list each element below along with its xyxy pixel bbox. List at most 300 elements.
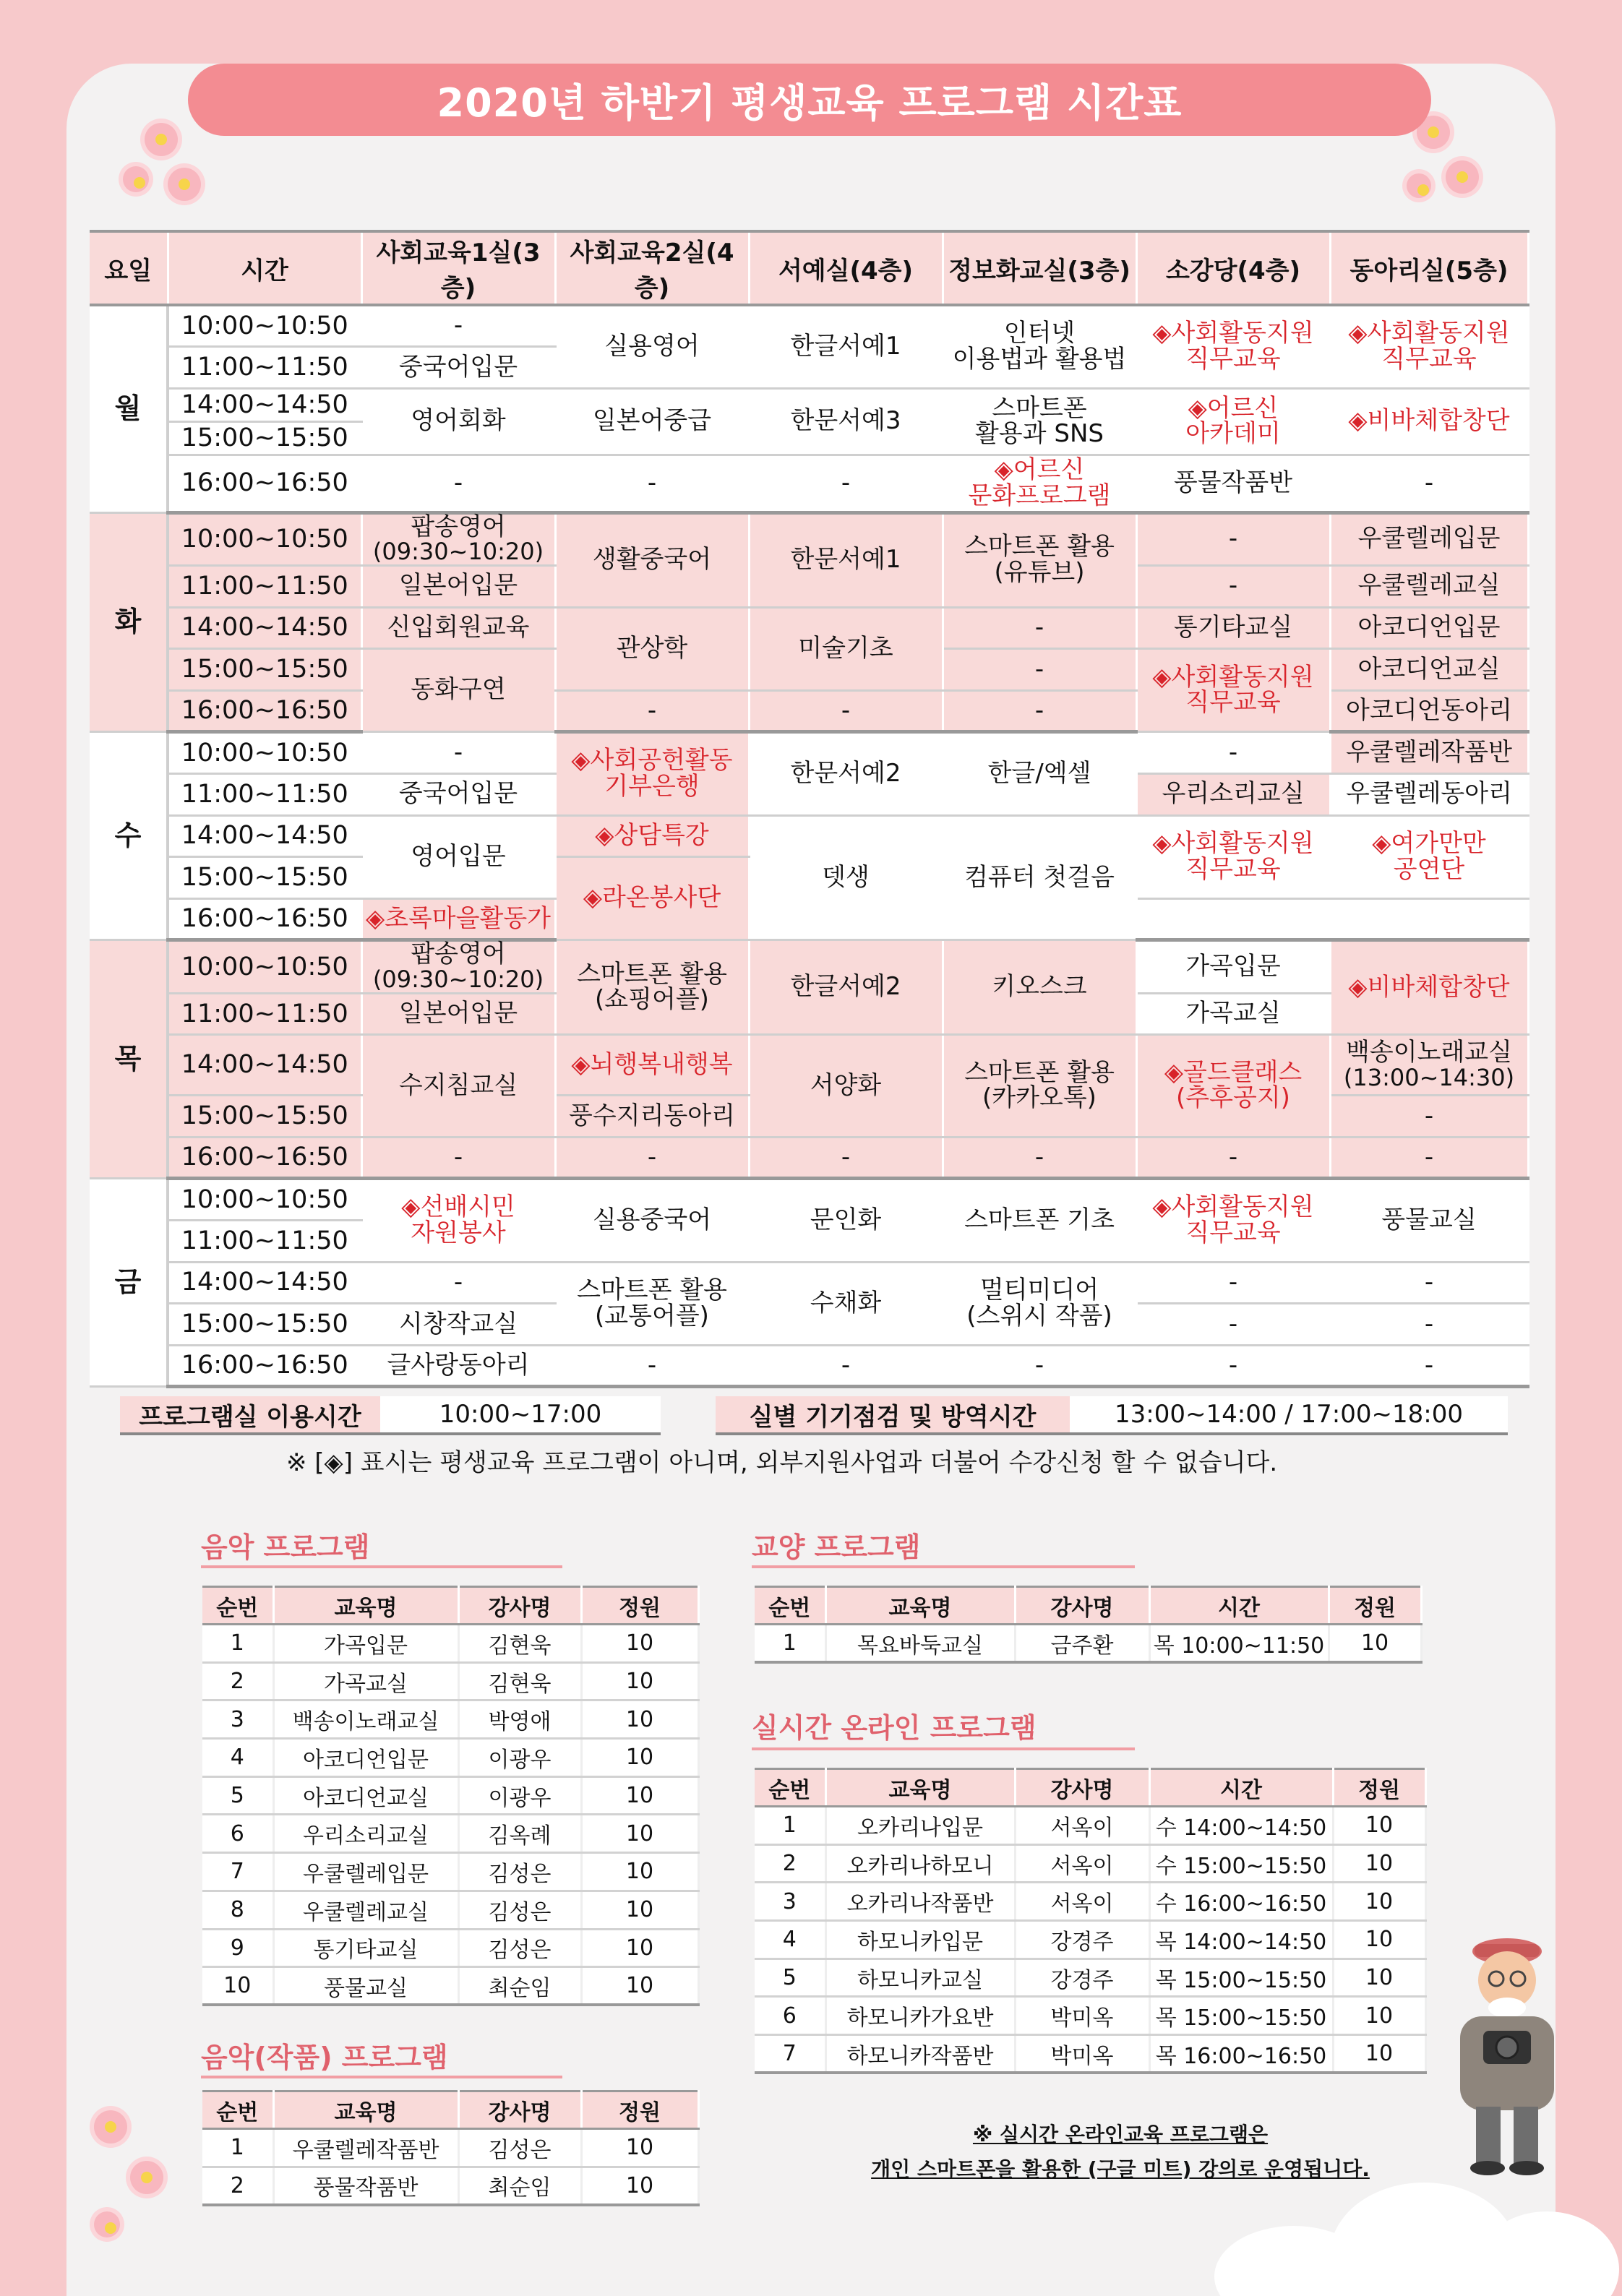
cell: 아코디언교실 bbox=[273, 1776, 458, 1815]
cell: 박미옥 bbox=[1015, 1997, 1149, 2035]
header-cell: 정원 bbox=[1329, 1587, 1421, 1625]
header-cell: 요일 bbox=[90, 231, 168, 305]
table-row bbox=[755, 1883, 1425, 1921]
cell: 최순임 bbox=[458, 2167, 581, 2205]
class-cell: 한문서예3 bbox=[749, 388, 943, 455]
header-cell: 교육명 bbox=[825, 1769, 1015, 1807]
class-cell: 풍물교실 bbox=[1330, 1179, 1528, 1262]
class-cell: 아코디언동아리 bbox=[1330, 690, 1528, 732]
cell: 통기타교실 bbox=[273, 1929, 458, 1967]
music-table bbox=[202, 1586, 700, 2006]
class-cell: 풍물작품반 bbox=[1136, 455, 1330, 512]
class-cell: - bbox=[1136, 1262, 1330, 1304]
time-cell: 10:00~10:50 bbox=[168, 305, 361, 347]
table-row bbox=[202, 1967, 698, 2005]
class-cell: - bbox=[1136, 1345, 1330, 1387]
class-cell: - bbox=[1136, 512, 1330, 565]
cell: 김성은 bbox=[458, 1891, 581, 1929]
class-cell: 키오스크 bbox=[943, 940, 1136, 1035]
class-cell bbox=[943, 512, 1136, 607]
table-row bbox=[90, 940, 1528, 993]
header-cell: 강사명 bbox=[458, 2091, 581, 2129]
cell-line: ◈사회공헌활동 bbox=[571, 746, 733, 775]
class-cell: 한문서예1 bbox=[749, 512, 943, 607]
class-cell bbox=[1136, 898, 1330, 940]
cell-line: 직무교육 bbox=[1185, 1218, 1281, 1247]
cell-line: (13:00~14:30) bbox=[1343, 1063, 1515, 1091]
flower-icon bbox=[168, 168, 201, 201]
cell: 1 bbox=[755, 1625, 825, 1663]
cell: 오카리나입문 bbox=[825, 1807, 1015, 1845]
cell: 오카리나하모니 bbox=[825, 1844, 1015, 1883]
cell: 수 14:00~14:50 bbox=[1149, 1807, 1333, 1845]
cell-line: 스마트폰 bbox=[992, 393, 1087, 423]
header-cell: 교육명 bbox=[273, 1587, 458, 1625]
cell: 4 bbox=[202, 1739, 273, 1777]
cell: 10 bbox=[581, 1776, 698, 1815]
cell: 하모니카가요반 bbox=[825, 1997, 1015, 2035]
cell-line: 스마트폰 활용 bbox=[577, 959, 727, 989]
cell-line: 스마트폰 활용 bbox=[577, 1275, 727, 1304]
class-cell: 우쿨렐레교실 bbox=[1330, 565, 1528, 607]
class-cell bbox=[943, 388, 1136, 455]
time-cell: 10:00~10:50 bbox=[168, 512, 361, 565]
cell: 이광우 bbox=[458, 1739, 581, 1777]
cell-line: (카카오톡) bbox=[982, 1083, 1097, 1113]
section-underline bbox=[201, 2076, 562, 2078]
online-table bbox=[755, 1768, 1427, 2074]
table-row bbox=[202, 1891, 698, 1929]
cell: 수 15:00~15:50 bbox=[1149, 1844, 1333, 1883]
class-cell bbox=[943, 1035, 1136, 1138]
cell: 2 bbox=[202, 2167, 273, 2205]
footnote-line: ※ 실시간 온라인교육 프로그램은 bbox=[972, 2123, 1269, 2146]
time-cell: 11:00~11:50 bbox=[168, 1220, 361, 1262]
class-cell: ◈비바체합창단 bbox=[1330, 940, 1528, 1035]
class-cell: 동화구연 bbox=[361, 649, 555, 732]
cell-line: ◈사회활동지원 bbox=[1152, 662, 1314, 692]
class-cell bbox=[943, 455, 1136, 512]
time-cell: 14:00~14:50 bbox=[168, 815, 361, 857]
cell: 김성은 bbox=[458, 1853, 581, 1891]
table-header-row bbox=[202, 1587, 698, 1625]
cell: 최순임 bbox=[458, 1967, 581, 2005]
header-cell: 정원 bbox=[1333, 1769, 1425, 1807]
table-row bbox=[755, 2035, 1425, 2073]
cell: 10 bbox=[1333, 1883, 1425, 1921]
cell: 10 bbox=[581, 1929, 698, 1967]
class-cell: - bbox=[749, 1137, 943, 1179]
cell-line: 이용법과 활용법 bbox=[952, 344, 1127, 374]
class-cell: 한글서예2 bbox=[749, 940, 943, 1035]
check-hours-bar bbox=[716, 1396, 1508, 1435]
cell: 1 bbox=[202, 2129, 273, 2167]
cell: 10 bbox=[581, 1625, 698, 1663]
cell-line: 스마트폰 활용 bbox=[964, 532, 1115, 562]
cell-line: 공연단 bbox=[1393, 854, 1465, 884]
class-cell bbox=[1136, 1179, 1330, 1262]
cell: 9 bbox=[202, 1929, 273, 1967]
class-cell: 우쿨렐레입문 bbox=[1330, 512, 1528, 565]
table-row bbox=[202, 2167, 698, 2205]
cell-line: (유튜브) bbox=[994, 558, 1085, 588]
class-cell: - bbox=[361, 732, 555, 774]
class-cell bbox=[943, 1262, 1136, 1345]
cell: 아코디언입문 bbox=[273, 1739, 458, 1777]
flower-icon bbox=[1407, 173, 1431, 198]
table-row bbox=[202, 1776, 698, 1815]
cell: 3 bbox=[202, 1700, 273, 1739]
cell: 10 bbox=[581, 1967, 698, 2005]
cell-line: 자원봉사 bbox=[411, 1218, 506, 1247]
cell: 10 bbox=[1333, 1959, 1425, 1997]
class-cell: 스마트폰 기초 bbox=[943, 1179, 1136, 1262]
cell-line: 아카데미 bbox=[1185, 419, 1281, 449]
table-row bbox=[202, 1625, 698, 1663]
cell: 김현욱 bbox=[458, 1625, 581, 1663]
table-row bbox=[755, 1997, 1425, 2035]
class-cell: - bbox=[1136, 1304, 1330, 1346]
class-cell bbox=[361, 512, 555, 565]
cell: 하모니카교실 bbox=[825, 1959, 1015, 1997]
cell-line: ◈어르신 bbox=[994, 455, 1085, 484]
day-label: 수 bbox=[90, 732, 168, 940]
cell: 우쿨렐레교실 bbox=[273, 1891, 458, 1929]
cell: 박영애 bbox=[458, 1700, 581, 1739]
cell-line: 직무교육 bbox=[1185, 344, 1281, 374]
cell: 10 bbox=[581, 1853, 698, 1891]
class-cell: 수지침교실 bbox=[361, 1035, 555, 1138]
class-cell: - bbox=[555, 1345, 749, 1387]
class-cell bbox=[1136, 305, 1330, 388]
class-cell: - bbox=[943, 690, 1136, 732]
timetable bbox=[90, 230, 1529, 1388]
class-cell bbox=[1330, 815, 1528, 898]
time-cell: 15:00~15:50 bbox=[168, 1096, 361, 1138]
header-cell: 정보화교실(3층) bbox=[943, 231, 1136, 305]
time-cell: 14:00~14:50 bbox=[168, 607, 361, 649]
cell-line: (추후공지) bbox=[1176, 1083, 1290, 1113]
cell: 오카리나작품반 bbox=[825, 1883, 1015, 1921]
flower-icon bbox=[130, 2161, 163, 2194]
class-cell: - bbox=[361, 455, 555, 512]
cell: 하모니카작품반 bbox=[825, 2035, 1015, 2073]
table-row bbox=[90, 305, 1528, 347]
table-row bbox=[202, 1929, 698, 1967]
class-cell: - bbox=[361, 305, 555, 347]
cell: 목 15:00~15:50 bbox=[1149, 1959, 1333, 1997]
day-label: 화 bbox=[90, 512, 168, 732]
cell: 10 bbox=[581, 2129, 698, 2167]
cell-line: 직무교육 bbox=[1185, 854, 1281, 884]
time-cell: 11:00~11:50 bbox=[168, 347, 361, 389]
cell-line: 팝송영어 bbox=[411, 940, 506, 969]
flower-icon bbox=[94, 2211, 120, 2237]
day-label: 목 bbox=[90, 940, 168, 1179]
cell-line: (쇼핑어플) bbox=[595, 985, 709, 1015]
cell: 1 bbox=[755, 1807, 825, 1845]
header-cell: 정원 bbox=[581, 2091, 698, 2129]
class-cell: 영어회화 bbox=[361, 388, 555, 455]
class-cell: - bbox=[1136, 1137, 1330, 1179]
section-underline bbox=[752, 1747, 1135, 1750]
header-cell: 순번 bbox=[202, 1587, 273, 1625]
class-cell bbox=[1136, 388, 1330, 455]
music-work-table bbox=[202, 2090, 700, 2206]
cell-line: 스마트폰 활용 bbox=[964, 1057, 1115, 1087]
table-row bbox=[90, 1262, 1528, 1304]
table-header-row bbox=[202, 2091, 698, 2129]
time-cell: 11:00~11:50 bbox=[168, 773, 361, 815]
cell: 김성은 bbox=[458, 2129, 581, 2167]
class-cell: 실용영어 bbox=[555, 305, 749, 388]
cell: 10 bbox=[1333, 1807, 1425, 1845]
cell-line: 인터넷 bbox=[1003, 319, 1076, 348]
header-cell: 소강당(4층) bbox=[1136, 231, 1330, 305]
cell: 5 bbox=[755, 1959, 825, 1997]
cell: 5 bbox=[202, 1776, 273, 1815]
class-cell bbox=[361, 940, 555, 993]
table-row bbox=[90, 1035, 1528, 1096]
table-header-row bbox=[755, 1587, 1421, 1625]
cell: 8 bbox=[202, 1891, 273, 1929]
grandpa-camera-illustration bbox=[1446, 1922, 1569, 2183]
class-cell: 아코디언교실 bbox=[1330, 649, 1528, 691]
table-row bbox=[202, 2129, 698, 2167]
room-hours-bar bbox=[120, 1396, 661, 1435]
cell-line: 팝송영어 bbox=[411, 512, 506, 541]
culture-section-title: 교양 프로그램 bbox=[752, 1531, 921, 1563]
online-section-title: 실시간 온라인 프로그램 bbox=[752, 1712, 1037, 1744]
cell-line: ◈골드클래스 bbox=[1164, 1057, 1303, 1087]
class-cell: 관상학 bbox=[555, 607, 749, 690]
class-cell: 우리소리교실 bbox=[1136, 773, 1330, 815]
time-cell: 15:00~15:50 bbox=[168, 857, 361, 899]
cell: 6 bbox=[202, 1815, 273, 1853]
cell: 목 15:00~15:50 bbox=[1149, 1997, 1333, 2035]
cell: 서옥이 bbox=[1015, 1844, 1149, 1883]
cell: 박미옥 bbox=[1015, 2035, 1149, 2073]
class-cell: - bbox=[1330, 1096, 1528, 1138]
time-cell: 10:00~10:50 bbox=[168, 732, 361, 774]
time-cell: 15:00~15:50 bbox=[168, 649, 361, 691]
table-row bbox=[202, 1739, 698, 1777]
class-cell: 가곡입문 bbox=[1136, 940, 1330, 993]
header-cell: 시간 bbox=[168, 231, 361, 305]
class-cell bbox=[1330, 1035, 1528, 1096]
cell: 10 bbox=[1333, 1844, 1425, 1883]
cell: 6 bbox=[755, 1997, 825, 2035]
music-section-title: 음악 프로그램 bbox=[201, 1531, 370, 1563]
cell-line: 문화프로그램 bbox=[968, 481, 1111, 510]
table-row bbox=[755, 1921, 1425, 1959]
cell: 10 bbox=[1329, 1625, 1421, 1663]
class-cell: 한글/엑셀 bbox=[943, 732, 1136, 815]
class-cell: 서양화 bbox=[749, 1035, 943, 1138]
class-cell: 일본어입문 bbox=[361, 993, 555, 1035]
class-cell: 한문서예2 bbox=[749, 732, 943, 815]
class-cell: - bbox=[555, 455, 749, 512]
cell-line: ◈사회활동지원 bbox=[1152, 319, 1314, 348]
table-row bbox=[755, 1959, 1425, 1997]
class-cell bbox=[555, 1262, 749, 1345]
table-row bbox=[202, 1662, 698, 1700]
cell-line: 직무교육 bbox=[1185, 688, 1281, 718]
class-cell: ◈초록마을활동가 bbox=[361, 898, 555, 940]
footnote-line: 개인 스마트폰을 활용한 (구글 미트) 강의로 운영됩니다. bbox=[871, 2157, 1370, 2181]
table-header-row bbox=[755, 1769, 1425, 1807]
section-underline bbox=[201, 1565, 562, 1568]
cell: 이광우 bbox=[458, 1776, 581, 1815]
table-row bbox=[755, 1844, 1425, 1883]
table-row bbox=[90, 732, 1528, 774]
cell: 김옥례 bbox=[458, 1815, 581, 1853]
class-cell: - bbox=[749, 455, 943, 512]
class-cell: 일본어입문 bbox=[361, 565, 555, 607]
table-row bbox=[202, 1853, 698, 1891]
time-cell: 15:00~15:50 bbox=[168, 421, 361, 455]
time-cell: 16:00~16:50 bbox=[168, 898, 361, 940]
time-cell: 10:00~10:50 bbox=[168, 1179, 361, 1221]
timetable-header bbox=[90, 231, 1528, 305]
cell: 우쿨렐레작품반 bbox=[273, 2129, 458, 2167]
header-cell: 순번 bbox=[755, 1587, 825, 1625]
cell: 풍물교실 bbox=[273, 1967, 458, 2005]
table-row bbox=[202, 1815, 698, 1853]
cell: 10 bbox=[1333, 2035, 1425, 2073]
cell: 10 bbox=[581, 1891, 698, 1929]
class-cell: - bbox=[1330, 1137, 1528, 1179]
cell: 10 bbox=[581, 1815, 698, 1853]
table-row bbox=[90, 388, 1528, 421]
header-cell: 시간 bbox=[1149, 1769, 1333, 1807]
class-cell: ◈상담특강 bbox=[555, 815, 749, 857]
online-footnote bbox=[795, 2117, 1446, 2186]
flower-icon bbox=[1446, 160, 1479, 194]
class-cell bbox=[555, 732, 749, 815]
cell-line: ◈어르신 bbox=[1188, 393, 1279, 423]
class-cell: - bbox=[943, 1137, 1136, 1179]
class-cell: ◈라온봉사단 bbox=[555, 857, 749, 940]
cell-line: 기부은행 bbox=[604, 771, 700, 801]
class-cell: 우쿨렐레작품반 bbox=[1330, 732, 1528, 774]
cell-line: ◈사회활동지원 bbox=[1152, 828, 1314, 858]
room-hours-value: 10:00~17:00 bbox=[380, 1396, 661, 1435]
class-cell: - bbox=[749, 690, 943, 732]
cell: 10 bbox=[202, 1967, 273, 2005]
cell-line: ◈사회활동지원 bbox=[1348, 319, 1510, 348]
class-cell: 아코디언입문 bbox=[1330, 607, 1528, 649]
cell: 김성은 bbox=[458, 1929, 581, 1967]
header-cell: 서예실(4층) bbox=[749, 231, 943, 305]
class-cell: - bbox=[1330, 1262, 1528, 1304]
class-cell: 시창작교실 bbox=[361, 1304, 555, 1346]
cell-line: ◈여가만만 bbox=[1372, 828, 1486, 858]
class-cell bbox=[943, 305, 1136, 388]
class-cell: - bbox=[1136, 732, 1330, 774]
music-work-section-title: 음악(작품) 프로그램 bbox=[201, 2042, 448, 2073]
time-cell: 16:00~16:50 bbox=[168, 455, 361, 512]
flower-icon bbox=[94, 2110, 127, 2144]
cell: 금주환 bbox=[1015, 1625, 1149, 1663]
class-cell: 통기타교실 bbox=[1136, 607, 1330, 649]
class-cell bbox=[555, 940, 749, 1035]
cell: 강경주 bbox=[1015, 1959, 1149, 1997]
cell-line: ◈사회활동지원 bbox=[1152, 1192, 1314, 1222]
day-label: 금 bbox=[90, 1179, 168, 1387]
cell: 10 bbox=[1333, 1921, 1425, 1959]
cell-line: 직무교육 bbox=[1381, 344, 1477, 374]
cell: 풍물작품반 bbox=[273, 2167, 458, 2205]
culture-table bbox=[755, 1586, 1423, 1664]
class-cell bbox=[1330, 305, 1528, 388]
cell-line: 멀티미디어 bbox=[979, 1275, 1099, 1304]
class-cell: 중국어입문 bbox=[361, 773, 555, 815]
page-title: 2020년 하반기 평생교육 프로그램 시간표 bbox=[188, 64, 1431, 136]
cell-line: 활용과 SNS bbox=[975, 419, 1104, 449]
room-hours-label: 프로그램실 이용시간 bbox=[120, 1396, 380, 1435]
header-cell: 사회교육1실(3층) bbox=[361, 231, 555, 305]
cell: 4 bbox=[755, 1921, 825, 1959]
header-cell: 정원 bbox=[581, 1587, 698, 1625]
time-cell: 11:00~11:50 bbox=[168, 993, 361, 1035]
time-cell: 16:00~16:50 bbox=[168, 1345, 361, 1387]
cell: 하모니카입문 bbox=[825, 1921, 1015, 1959]
class-cell: 우쿨렐레동아리 bbox=[1330, 773, 1528, 815]
time-cell: 14:00~14:50 bbox=[168, 388, 361, 421]
class-cell: - bbox=[361, 1262, 555, 1304]
cell-line: ◈선배시민 bbox=[401, 1192, 515, 1222]
cell-line: (교통어플) bbox=[595, 1301, 709, 1330]
notice-text: ※ [◈] 표시는 평생교육 프로그램이 아니며, 외부지원사업과 더불어 수강신청 할 수 없습니다. bbox=[286, 1448, 1278, 1477]
class-cell: 컴퓨터 첫걸음 bbox=[943, 815, 1136, 940]
header-cell: 순번 bbox=[202, 2091, 273, 2129]
class-cell bbox=[1330, 898, 1528, 940]
cell-line: (스위시 작품) bbox=[966, 1301, 1112, 1330]
class-cell: - bbox=[1136, 565, 1330, 607]
class-cell bbox=[1136, 815, 1330, 898]
time-cell: 11:00~11:50 bbox=[168, 565, 361, 607]
table-row bbox=[755, 1807, 1425, 1845]
class-cell: 글사랑동아리 bbox=[361, 1345, 555, 1387]
table-row bbox=[90, 815, 1528, 857]
header-cell: 교육명 bbox=[273, 2091, 458, 2129]
time-cell: 16:00~16:50 bbox=[168, 1137, 361, 1179]
cell: 목 16:00~16:50 bbox=[1149, 2035, 1333, 2073]
class-cell: 실용중국어 bbox=[555, 1179, 749, 1262]
header-cell: 강사명 bbox=[1015, 1769, 1149, 1807]
section-underline bbox=[752, 1565, 1135, 1568]
table-row bbox=[202, 1700, 698, 1739]
cell: 1 bbox=[202, 1625, 273, 1663]
cell: 서옥이 bbox=[1015, 1807, 1149, 1845]
cell: 목 14:00~14:50 bbox=[1149, 1921, 1333, 1959]
header-cell: 시간 bbox=[1149, 1587, 1329, 1625]
class-cell: 뎃생 bbox=[749, 815, 943, 940]
class-cell: 일본어중급 bbox=[555, 388, 749, 455]
class-cell: - bbox=[555, 1137, 749, 1179]
class-cell: 한글서예1 bbox=[749, 305, 943, 388]
cell: 목요바둑교실 bbox=[825, 1625, 1015, 1663]
cell: 10 bbox=[581, 2167, 698, 2205]
class-cell: - bbox=[1330, 1304, 1528, 1346]
cell: 2 bbox=[755, 1844, 825, 1883]
cell: 서옥이 bbox=[1015, 1883, 1149, 1921]
table-row bbox=[90, 607, 1528, 649]
day-label: 월 bbox=[90, 305, 168, 512]
class-cell bbox=[361, 1179, 555, 1262]
cell: 수 16:00~16:50 bbox=[1149, 1883, 1333, 1921]
